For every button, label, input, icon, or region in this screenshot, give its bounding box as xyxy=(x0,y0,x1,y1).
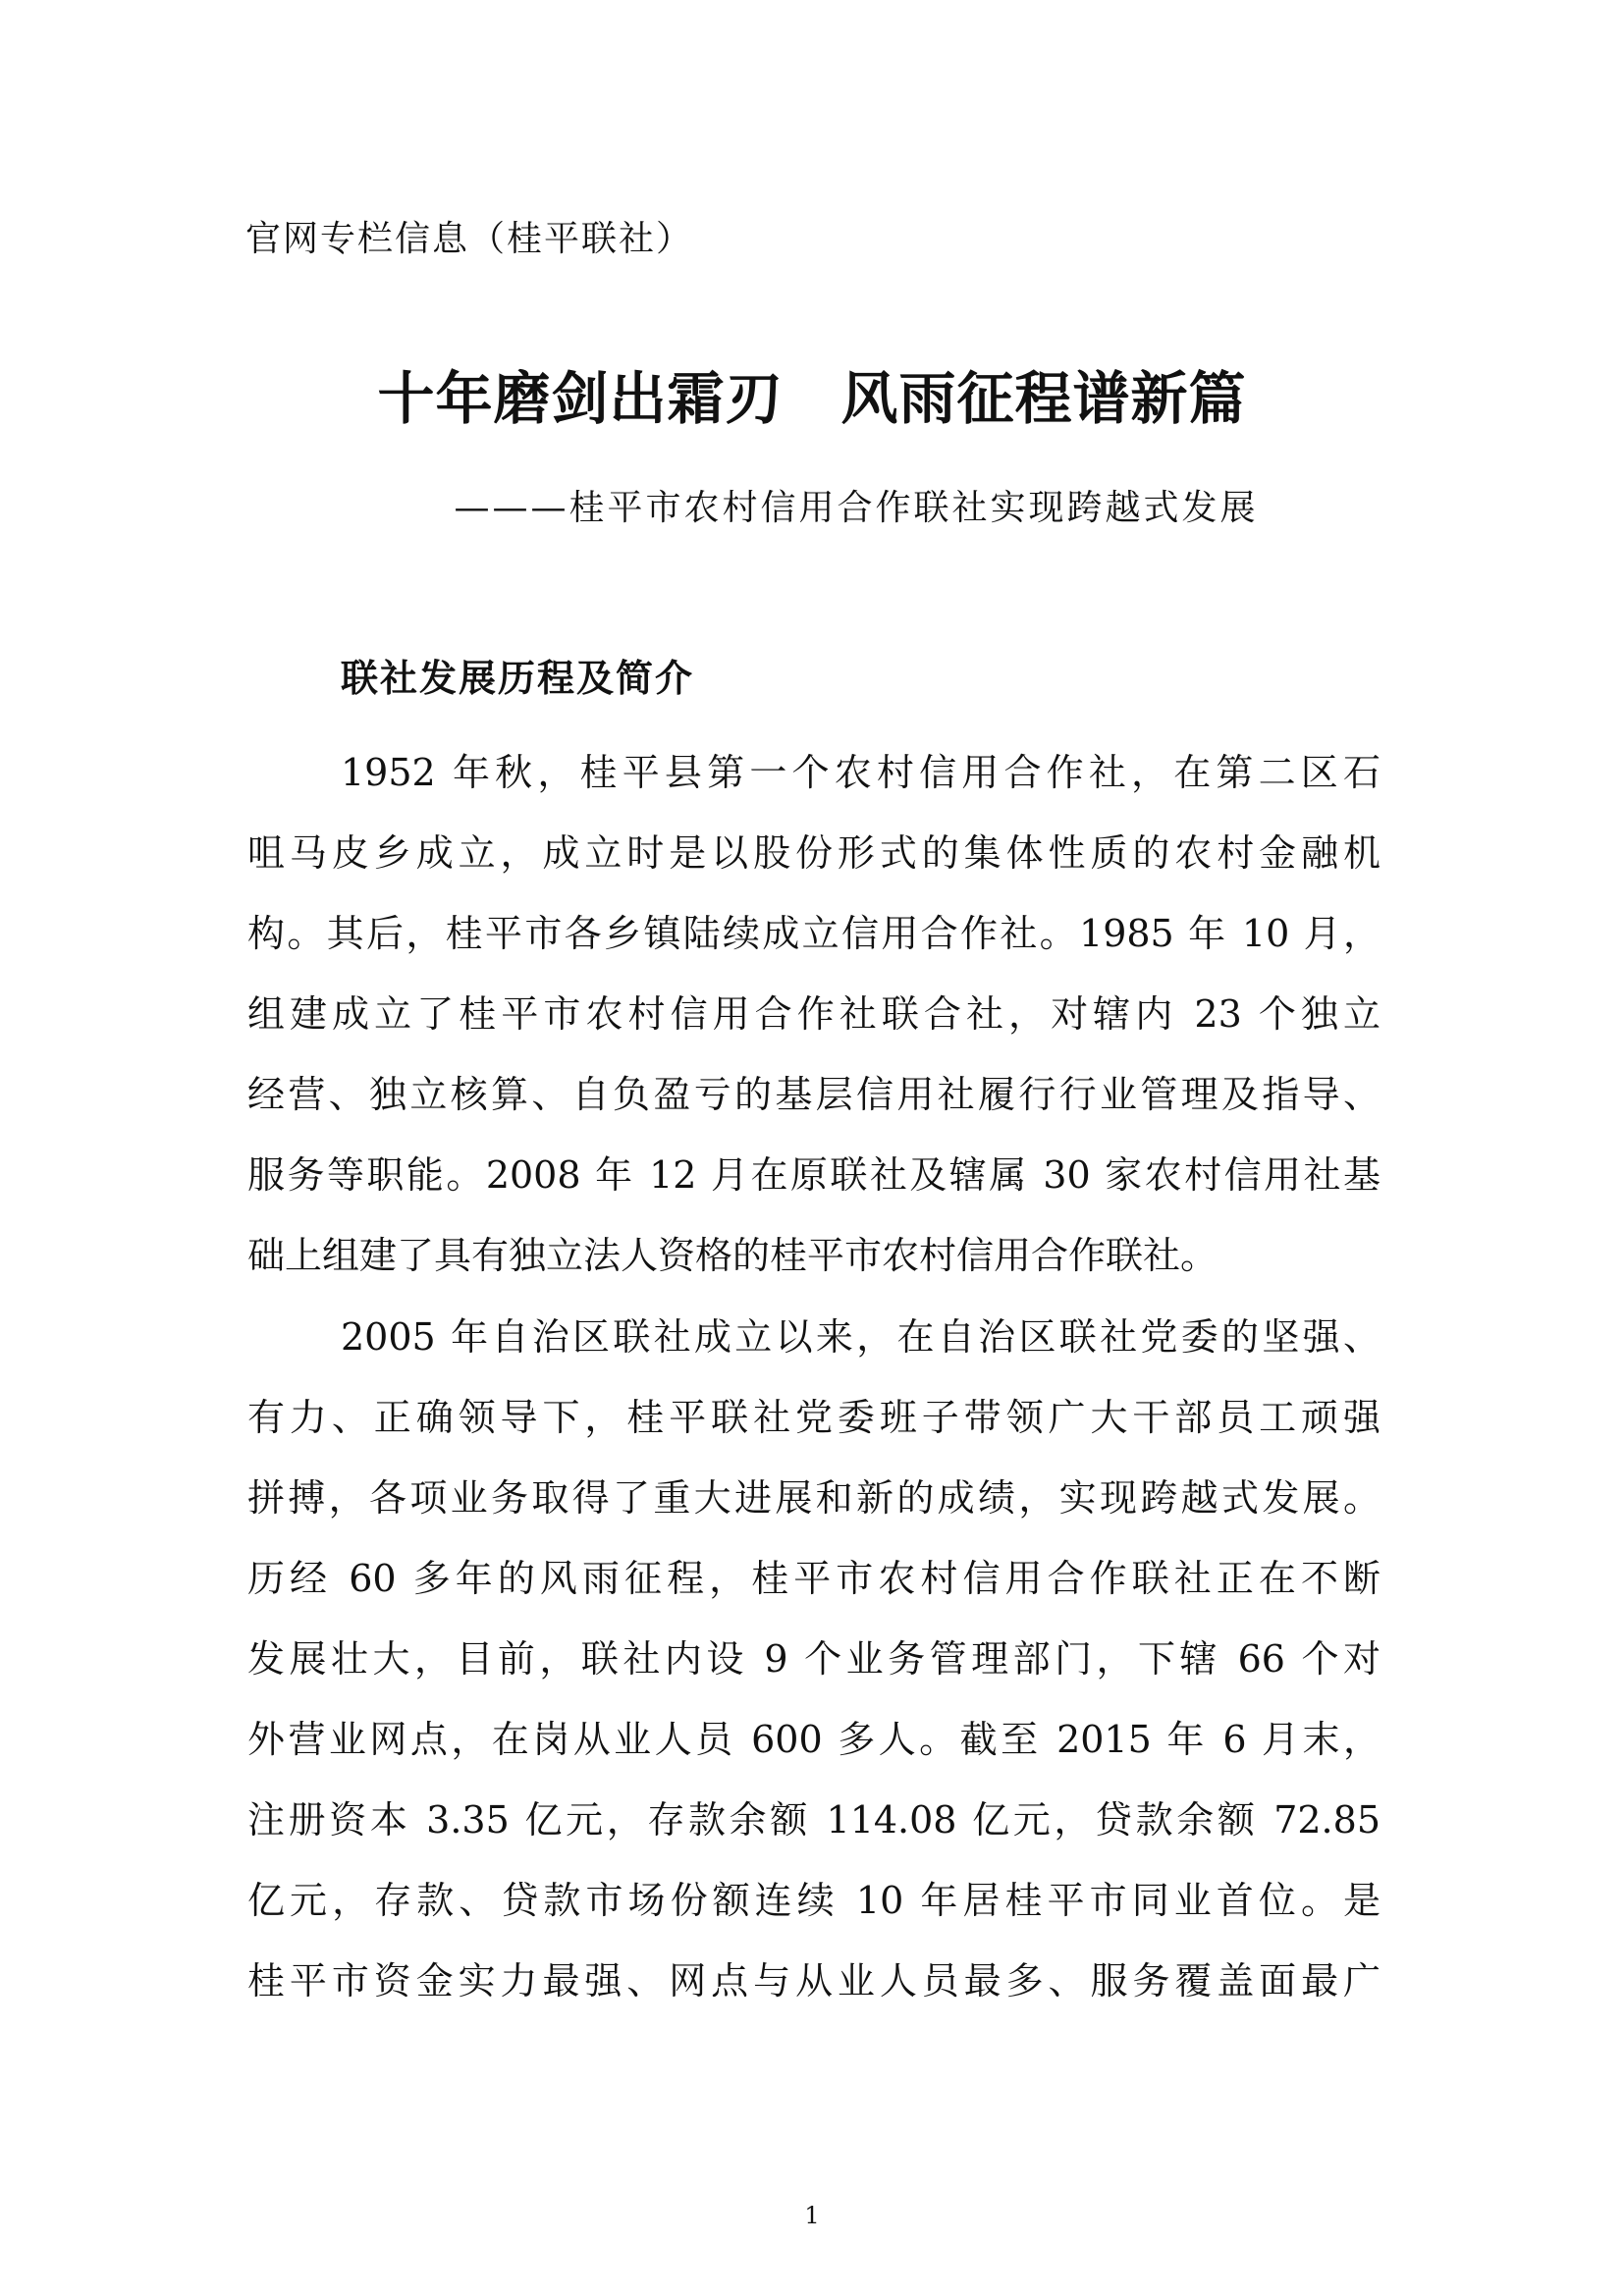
paragraph-line: 外营业网点，在岗从业人员 600 多人。截至 2015 年 6 月末， xyxy=(247,1718,1380,1761)
paragraph-line: 构。其后，桂平市各乡镇陆续成立信用合作社。1985 年 10 月， xyxy=(247,912,1380,955)
paragraph-line: 亿元，存款、贷款市场份额连续 10 年居桂平市同业首位。是 xyxy=(247,1879,1380,1922)
page-number: 1 xyxy=(804,2202,820,2229)
paragraph-line: 2005 年自治区联社成立以来，在自治区联社党委的坚强、 xyxy=(341,1315,1380,1359)
paragraph-line: 咀马皮乡成立，成立时是以股份形式的集体性质的农村金融机 xyxy=(247,831,1380,875)
column-label: 官网专栏信息（桂平联社） xyxy=(245,219,694,259)
paragraph-line: 有力、正确领导下，桂平联社党委班子带领广大干部员工顽强 xyxy=(247,1396,1380,1439)
paragraph-line: 注册资本 3.35 亿元，存款余额 114.08 亿元，贷款余额 72.85 xyxy=(247,1798,1380,1842)
paragraph-2 xyxy=(247,1297,1380,2021)
paragraph-line: 历经 60 多年的风雨征程，桂平市农村信用合作联社正在不断 xyxy=(247,1557,1380,1600)
paragraph-line: 础上组建了具有独立法人资格的桂平市农村信用合作联社。 xyxy=(247,1234,1218,1277)
paragraph-line: 拼搏，各项业务取得了重大进展和新的成绩，实现跨越式发展。 xyxy=(247,1476,1380,1520)
paragraph-line: 服务等职能。2008 年 12 月在原联社及辖属 30 家农村信用社基 xyxy=(247,1153,1380,1197)
paragraph-line: 经营、独立核算、自负盈亏的基层信用社履行行业管理及指导、 xyxy=(247,1073,1380,1116)
section-heading: 联社发展历程及简介 xyxy=(341,657,695,700)
paragraph-line: 发展壮大，目前，联社内设 9 个业务管理部门，下辖 66 个对 xyxy=(247,1637,1380,1681)
article-subtitle: ———桂平市农村信用合作联社实现跨越式发展 xyxy=(454,488,1259,528)
paragraph-line: 桂平市资金实力最强、网点与从业人员最多、服务覆盖面最广 xyxy=(247,1959,1380,2002)
paragraph-1 xyxy=(247,732,1380,1296)
paragraph-line: 组建成立了桂平市农村信用合作社联合社，对辖内 23 个独立 xyxy=(247,992,1380,1036)
article-title: 十年磨剑出霜刃 风雨征程谱新篇 xyxy=(377,365,1247,432)
paragraph-line: 1952 年秋，桂平县第一个农村信用合作社，在第二区石 xyxy=(341,751,1380,794)
